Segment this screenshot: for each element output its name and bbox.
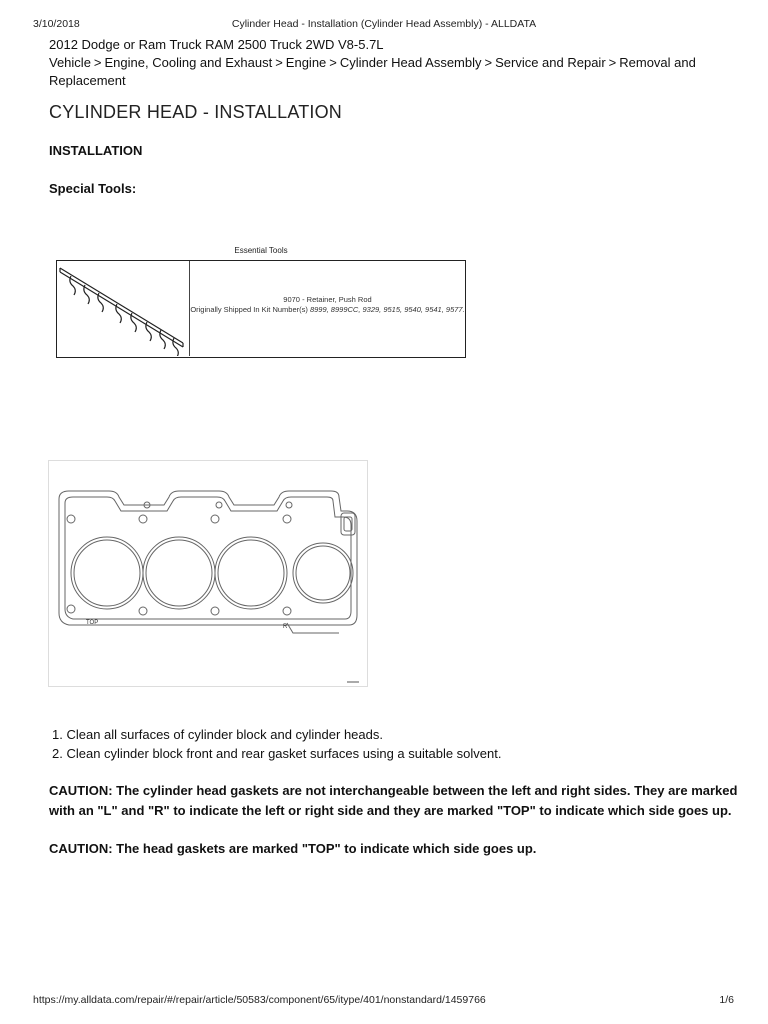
page-number: 1/6 xyxy=(719,994,734,1006)
print-url: https://my.alldata.com/repair/#/repair/article/50583/component/65/itype/401/nonstandard/1459766 xyxy=(33,994,486,1006)
tool-kit-info xyxy=(190,305,465,315)
tool-kit-numbers: 8999, 8999CC, 9329, 9515, 9540, 9541, 9577. xyxy=(309,305,465,314)
caution-gasket-top: CAUTION: The head gaskets are marked "TOP" to indicate which side goes up. xyxy=(49,841,537,856)
vehicle-title: 2012 Dodge or Ram Truck RAM 2500 Truck 2WD V8-5.7L xyxy=(49,37,384,52)
breadcrumb-item[interactable]: Engine xyxy=(285,55,327,70)
breadcrumb-item[interactable]: Vehicle xyxy=(49,55,91,70)
tool-description xyxy=(190,295,465,315)
page-title: CYLINDER HEAD - INSTALLATION xyxy=(49,102,342,122)
breadcrumb-item[interactable]: Removal and Replacement xyxy=(49,55,696,88)
tools-table-caption: Essential Tools xyxy=(234,246,288,255)
tool-kit-prefix: Originally Shipped In Kit Number(s) xyxy=(190,305,308,314)
breadcrumb-item[interactable]: Engine, Cooling and Exhaust xyxy=(104,55,273,70)
step-item: 2. Clean cylinder block front and rear gasket surfaces using a suitable solvent. xyxy=(52,746,502,761)
essential-tools-table xyxy=(56,260,466,358)
breadcrumb-item[interactable]: Cylinder Head Assembly xyxy=(339,55,482,70)
step-item: 1. Clean all surfaces of cylinder block and cylinder heads. xyxy=(52,727,383,742)
breadcrumb-separator: > xyxy=(275,55,283,70)
pushrod-retainer-tool-image xyxy=(57,261,190,356)
breadcrumb-separator: > xyxy=(329,55,337,70)
section-installation-heading: INSTALLATION xyxy=(49,143,143,158)
tool-name: 9070 - Retainer, Push Rod xyxy=(283,295,372,304)
figure-id-mark xyxy=(347,681,359,683)
breadcrumb-separator: > xyxy=(484,55,493,70)
gasket-top-label: TOP xyxy=(86,620,99,626)
cylinder-head-gasket-diagram xyxy=(48,460,368,687)
section-special-tools-heading: Special Tools: xyxy=(49,181,137,196)
gasket-r-label: R xyxy=(283,624,288,630)
print-title: Cylinder Head - Installation (Cylinder Head Assembly) - ALLDATA xyxy=(231,18,537,30)
breadcrumb-separator: > xyxy=(608,55,617,70)
breadcrumb xyxy=(49,54,729,90)
breadcrumb-item[interactable]: Service and Repair xyxy=(495,55,606,70)
breadcrumb-separator: > xyxy=(93,55,102,70)
print-date: 3/10/2018 xyxy=(33,18,80,30)
caution-gasket-sides: CAUTION: The cylinder head gaskets are not interchangeable between the left and right sides. They are marked with an "L" and "R" to indicate the left or right side and they are marked "TOP" to indicate which side goes up. xyxy=(49,783,738,818)
installation-steps xyxy=(52,725,501,763)
